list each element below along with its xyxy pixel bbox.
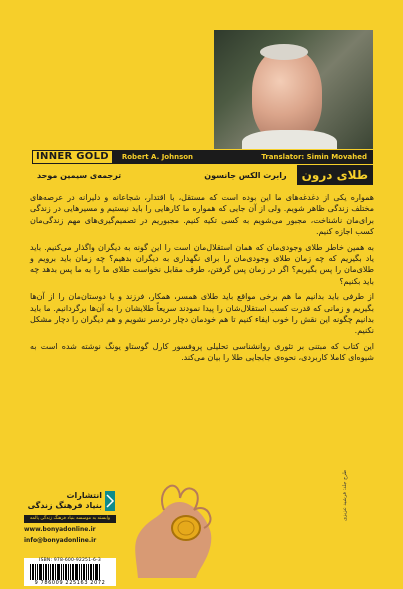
barcode-bar <box>70 564 71 580</box>
barcode-bar <box>83 564 85 580</box>
publisher-tagline: وابسته به موسسه بنیاد فرهنگ زندگی پالمه <box>24 515 116 523</box>
barcode-bar <box>30 564 31 580</box>
barcode-bar <box>99 564 100 580</box>
author-photo-shirt <box>242 130 337 149</box>
publisher-name-line1: انتشارات <box>66 491 102 500</box>
english-title: INNER GOLD <box>33 151 112 163</box>
barcode-bar <box>35 564 36 580</box>
blurb-text <box>30 192 374 368</box>
barcode <box>24 558 116 586</box>
barcode-bar <box>68 564 69 580</box>
blurb-paragraph-1: همواره یکی از دغدغه‌های ما این بوده است که مستقل، با اقتدار، شجاعانه و دلیرانه در عرصه‌های مختلف زندگی ظاهر شویم. ولی از آن جایی که همواره ما کارهایی را باید نیستیم و مسیرهایی در زندگی برای‌مان ناشناخت، مجبور می‌شویم به کسی تکیه کنیم. مجبوریم در تصمیم‌گیری‌های مهم زندگی‌مان کسب اجازه کنیم. <box>30 193 374 237</box>
publisher-website: www.bonyadonline.ir <box>24 526 96 533</box>
persian-translator: ترجمه‌ی سیمین موحد <box>37 170 122 180</box>
english-title-bar <box>32 150 373 164</box>
cover-design-credit: طرح جلد: فرشید عزیزی <box>342 469 348 521</box>
barcode-bar <box>43 564 44 580</box>
english-translator: Translator: Simin Movahed <box>261 153 367 161</box>
publisher-email: info@bonyadonline.ir <box>24 537 97 544</box>
persian-title: طلای درون <box>297 165 373 185</box>
publisher-name-line2: بنیاد فرهنگ زندگی <box>27 501 102 510</box>
barcode-bar <box>86 564 87 580</box>
author-photo-face <box>252 48 322 143</box>
persian-author: رابرت الکس جانسون <box>204 170 287 180</box>
barcode-digits: 9 786009 225163 2072 <box>34 580 106 586</box>
isbn-text: ISBN: 978-600-92251-6-3 <box>39 558 101 563</box>
barcode-bar <box>48 564 49 580</box>
barcode-bar <box>45 564 47 580</box>
hand-holding-coin-illustration <box>118 460 230 578</box>
gold-coin <box>172 516 200 540</box>
barcode-bar <box>50 564 51 580</box>
barcode-bar <box>61 564 62 580</box>
blurb-paragraph-4: این کتاب که مبتنی بر تئوری روانشناسی تحلیلی پروفسور کارل گوستاو یونگ نوشته شده است به شیوه‌ای کاملا کاربردی، نحوه‌ی جابجایی طلا را بیان می‌کند. <box>30 341 374 363</box>
barcode-bar <box>95 564 98 580</box>
barcode-bar <box>93 564 94 580</box>
persian-title-row <box>32 165 373 185</box>
barcode-bar <box>81 564 82 580</box>
author-photo <box>214 30 373 149</box>
barcode-bar <box>75 564 78 580</box>
english-author: Robert A. Johnson <box>121 153 194 161</box>
barcode-bar <box>32 564 34 580</box>
publisher-block <box>24 490 116 554</box>
barcode-bar <box>57 564 60 580</box>
barcode-bar <box>88 564 89 580</box>
blurb-paragraph-2: به همین خاطر طلای وجودی‌مان که همان استقلال‌مان است را این گونه به دیگران واگذار می‌کنیم. باید یاد بگیریم که چه زمان طلای وجودی‌مان را برای نگهداری به دیگران بدهیم؟ چه زمان باید برویم و طلای‌مان را پس بگیریم؟ اگر در زمان پس گرفتن، طرف مقابل نخواست طلای ما را به ما پس بدهد چه باید بکنیم؟ <box>30 242 374 286</box>
author-photo-hair <box>260 44 308 60</box>
barcode-bar <box>63 564 64 580</box>
barcode-bar <box>37 564 38 580</box>
blurb-paragraph-3: از طرفی باید بدانیم ما هم برخی مواقع باید طلای همسر، همکار، فرزند و یا دوستان‌مان را از آن‌ها بگیریم و زمانی که قدرت کسب استقلال‌شان را پیدا نمودند سریعاً طلایشان را به آن‌ها برگردانیم. ما باید بدانیم چگونه این نقش را خوب ایفاء کنیم تا هم خودمان دچار دردسر نشویم و هم دیگران را دچار مشکل نکنیم. <box>30 292 374 336</box>
barcode-bar <box>72 564 74 580</box>
barcode-bar <box>55 564 56 580</box>
publisher-logo-icon <box>104 490 116 512</box>
barcode-bar <box>90 564 92 580</box>
barcode-bar <box>52 564 54 580</box>
barcode-bar <box>79 564 80 580</box>
barcode-bar <box>39 564 42 580</box>
hand-shape <box>135 502 211 578</box>
barcode-bar <box>65 564 67 580</box>
barcode-bars <box>30 564 110 580</box>
